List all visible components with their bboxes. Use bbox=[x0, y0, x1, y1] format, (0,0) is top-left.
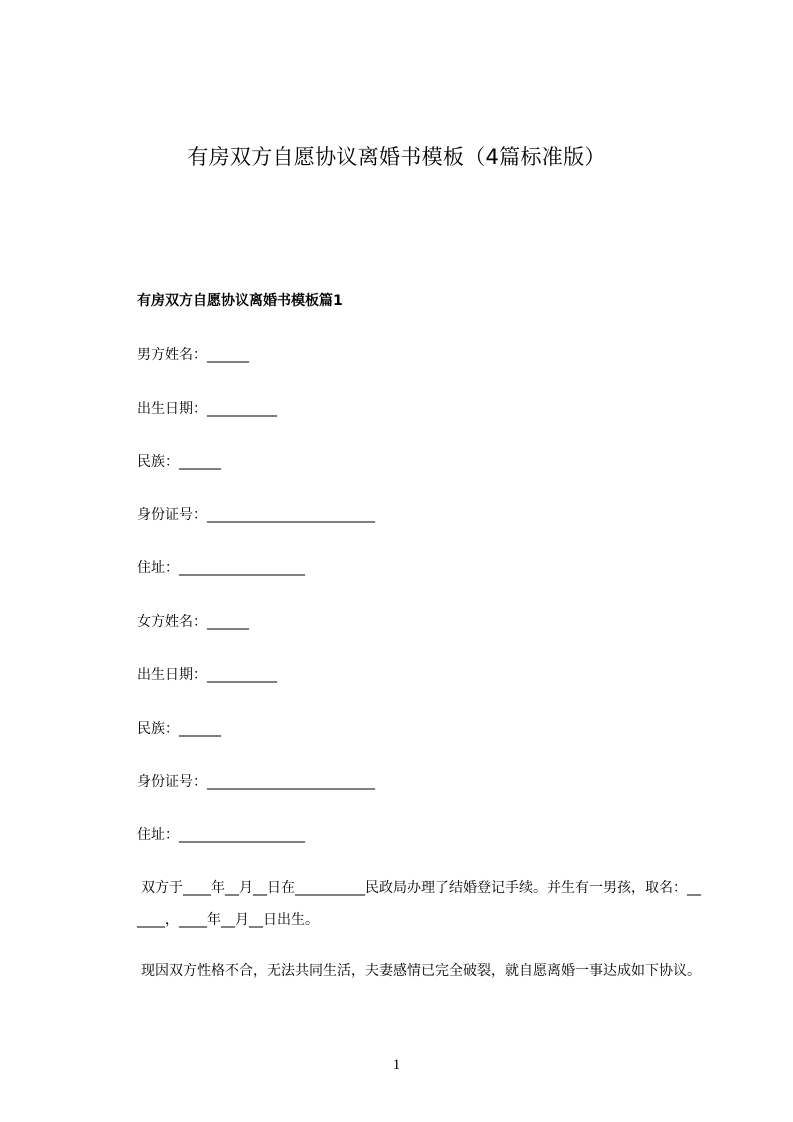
field-female-ethnicity bbox=[137, 718, 221, 740]
field-label: 身份证号： bbox=[137, 507, 207, 523]
field-label: 女方姓名： bbox=[137, 614, 207, 630]
field-male-address bbox=[137, 557, 305, 579]
field-label: 出生日期： bbox=[137, 667, 207, 683]
paragraph-agreement-intro: 现因双方性格不合，无法共同生活，夫妻感情已完全破裂，就自愿离婚一事达成如下协议。 bbox=[141, 963, 701, 979]
field-female-birthdate bbox=[137, 664, 277, 686]
field-blank: ______ bbox=[207, 347, 249, 363]
field-blank: ______ bbox=[179, 721, 221, 737]
field-blank: __________________ bbox=[179, 560, 305, 576]
paragraph-marriage-record: 双方于____年__月__日在__________民政局办理了结婚登记手续。并生有一男孩，取名：______，____年__月__日出生。 bbox=[137, 880, 701, 928]
field-blank: ______ bbox=[179, 454, 221, 470]
field-label: 住址： bbox=[137, 560, 179, 576]
page-number: 1 bbox=[392, 1057, 401, 1073]
section-heading: 有房双方自愿协议离婚书模板篇1 bbox=[137, 293, 343, 309]
field-label: 民族： bbox=[137, 454, 179, 470]
field-label: 身份证号： bbox=[137, 774, 207, 790]
field-female-name bbox=[137, 611, 249, 633]
field-label: 民族： bbox=[137, 721, 179, 737]
field-blank: ________________________ bbox=[207, 774, 375, 790]
field-label: 住址： bbox=[137, 827, 179, 843]
field-blank: __________ bbox=[207, 667, 277, 683]
field-male-birthdate bbox=[137, 398, 277, 420]
document-title: 有房双方自愿协议离婚书模板（4篇标准版） bbox=[187, 145, 606, 169]
field-blank: __________________ bbox=[179, 827, 305, 843]
field-male-id-number bbox=[137, 504, 375, 526]
field-label: 男方姓名： bbox=[137, 347, 207, 363]
field-blank: ________________________ bbox=[207, 507, 375, 523]
field-female-id-number bbox=[137, 771, 375, 793]
field-label: 出生日期： bbox=[137, 401, 207, 417]
field-male-name bbox=[137, 344, 249, 366]
field-blank: __________ bbox=[207, 401, 277, 417]
field-female-address bbox=[137, 824, 305, 846]
field-male-ethnicity bbox=[137, 451, 221, 473]
field-blank: ______ bbox=[207, 614, 249, 630]
